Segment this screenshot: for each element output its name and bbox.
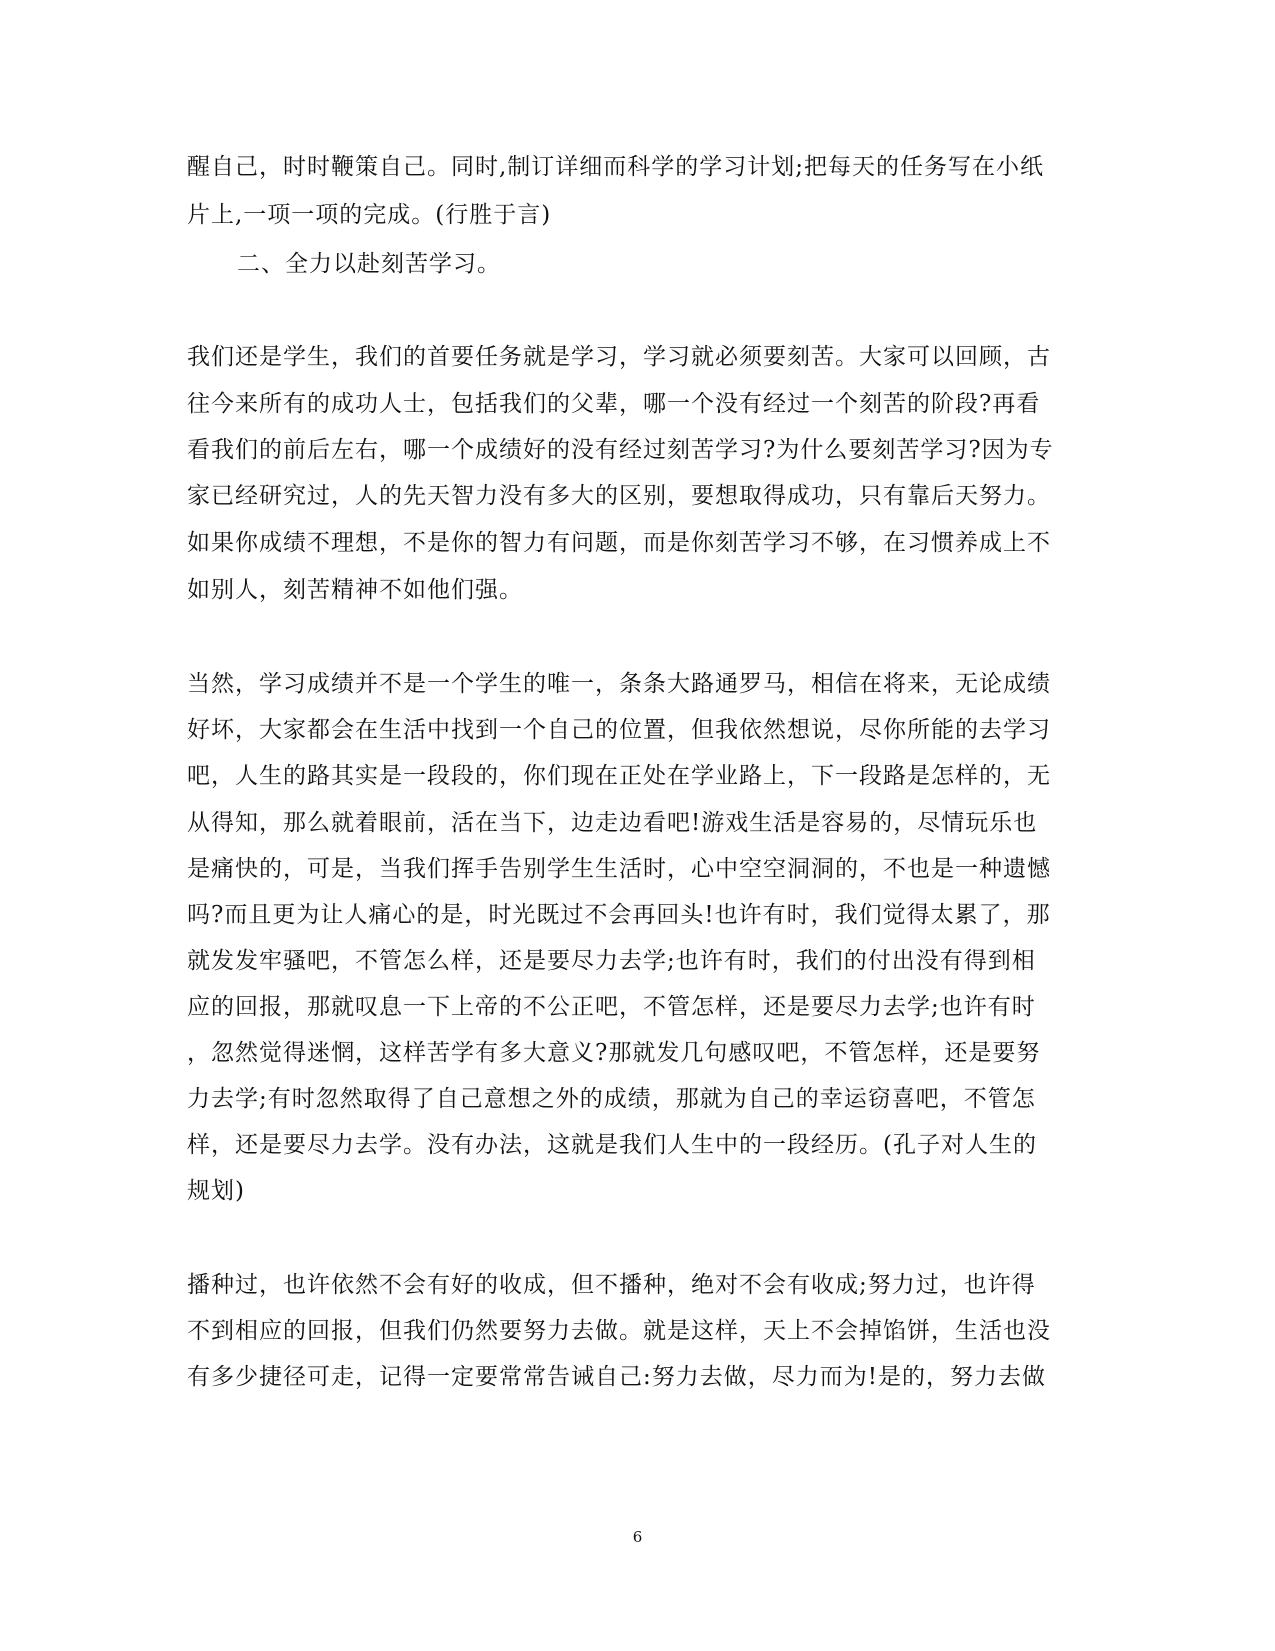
- text-line: 当然，学习成绩并不是一个学生的唯一，条条大路通罗马，相信在将来，无论成绩: [187, 671, 1051, 697]
- text-line: 吗?而且更为让人痛心的是，时光既过不会再回头!也许有时，我们觉得太累了，那: [187, 902, 1051, 928]
- text-line: 看我们的前后左右，哪一个成绩好的没有经过刻苦学习?为什么要刻苦学习?因为专: [187, 437, 1054, 463]
- text-line: 片上,一项一项的完成。(行胜于言): [187, 202, 552, 228]
- text-line: 好坏，大家都会在生活中找到一个自己的位置，但我依然想说，尽你所能的去学习: [187, 717, 1051, 743]
- text-line: 如果你成绩不理想，不是你的智力有问题，而是你刻苦学习不够，在习惯养成上不: [187, 530, 1051, 556]
- text-line: 家已经研究过，人的先天智力没有多大的区别，要想取得成功，只有靠后天努力。: [187, 483, 1051, 509]
- text-line: 醒自己，时时鞭策自己。同时,制订详细而科学的学习计划;把每天的任务写在小纸: [187, 154, 1045, 180]
- text-line: 如别人，刻苦精神不如他们强。: [187, 577, 523, 603]
- text-line: 规划): [187, 1178, 245, 1204]
- text-line: 从得知，那么就着眼前，活在当下，边走边看吧!游戏生活是容易的，尽情玩乐也: [187, 810, 1038, 836]
- text-line: 往今来所有的成功人士，包括我们的父辈，哪一个没有经过一个刻苦的阶段?再看: [187, 391, 1041, 417]
- text-line: 有多少捷径可走，记得一定要常常告诫自己:努力去做，尽力而为!是的，努力去做: [187, 1364, 1046, 1390]
- page-number: 6: [632, 1528, 643, 1546]
- text-line: 样，还是要尽力去学。没有办法，这就是我们人生中的一段经历。(孔子对人生的: [187, 1132, 1037, 1158]
- text-line: 力去学;有时忽然取得了自己意想之外的成绩，那就为自己的幸运窃喜吧，不管怎: [187, 1086, 1036, 1112]
- text-line: 播种过，也许依然不会有好的收成，但不播种，绝对不会有收成;努力过，也许得: [187, 1272, 1036, 1298]
- text-line: 就发发牢骚吧，不管怎么样，还是要尽力去学;也许有时，我们的付出没有得到相: [187, 948, 1036, 974]
- section-heading: 二、全力以赴刻苦学习。: [237, 251, 501, 277]
- text-line: 吧，人生的路其实是一段段的，你们现在正处在学业路上，下一段路是怎样的，无: [187, 763, 1051, 789]
- text-line: 不到相应的回报，但我们仍然要努力去做。就是这样，天上不会掉馅饼，生活也没: [187, 1318, 1051, 1344]
- text-line: 是痛快的，可是，当我们挥手告别学生生活时，心中空空洞洞的，不也是一种遗憾: [187, 856, 1051, 882]
- text-line: ，忽然觉得迷惘，这样苦学有多大意义?那就发几句感叹吧，不管怎样，还是要努: [187, 1040, 1041, 1066]
- text-line: 应的回报，那就叹息一下上帝的不公正吧，不管怎样，还是要尽力去学;也许有时: [187, 994, 1036, 1020]
- text-line: 我们还是学生，我们的首要任务就是学习，学习就必须要刻苦。大家可以回顾，古: [187, 344, 1051, 370]
